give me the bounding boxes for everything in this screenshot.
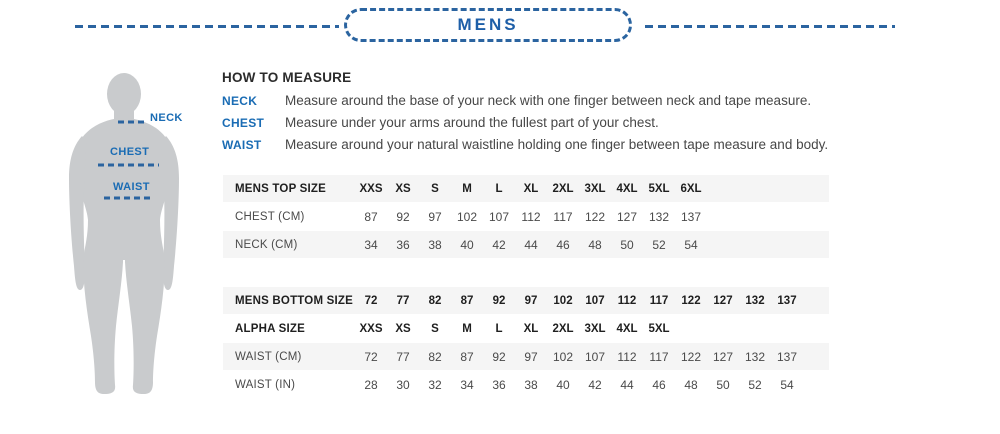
size-cell: 42 — [588, 377, 602, 392]
size-cell: 92 — [396, 209, 410, 224]
size-cell: 137 — [777, 294, 797, 307]
size-cell: 102 — [553, 294, 573, 307]
measure-label: NECK — [222, 94, 258, 108]
size-cell: 122 — [680, 349, 702, 364]
size-cell: 46 — [556, 237, 570, 252]
size-cell: 54 — [684, 237, 698, 252]
size-cell: XXS — [359, 322, 383, 335]
size-row-label: WAIST (CM) — [235, 350, 302, 363]
measure-instruction-waist — [222, 137, 922, 152]
size-cell: 77 — [396, 294, 410, 307]
mens-bottom-size-table — [223, 287, 829, 399]
size-cell: 3XL — [584, 182, 606, 195]
size-cell: XL — [523, 322, 539, 335]
male-silhouette-icon — [60, 60, 200, 396]
size-cell: 40 — [556, 377, 570, 392]
size-cell: S — [431, 182, 439, 195]
size-cell: 3XL — [584, 322, 606, 335]
size-cell: 4XL — [616, 322, 638, 335]
size-cell: 36 — [492, 377, 506, 392]
size-cell: 107 — [584, 349, 606, 364]
size-cell: 50 — [620, 237, 634, 252]
page-title: MENS — [457, 15, 519, 34]
size-cell: 137 — [776, 349, 798, 364]
size-cell: 112 — [617, 349, 637, 364]
size-cell: 28 — [364, 377, 378, 392]
size-cell: 132 — [648, 209, 670, 224]
header-dashed-line-right — [645, 25, 895, 28]
size-cell: 82 — [428, 349, 442, 364]
size-cell: 87 — [460, 349, 474, 364]
size-cell: XS — [395, 322, 411, 335]
size-cell: 87 — [364, 209, 378, 224]
size-cell: 46 — [652, 377, 666, 392]
size-cell: XS — [395, 182, 411, 195]
size-cell: 48 — [588, 237, 602, 252]
size-cell: L — [495, 182, 503, 195]
size-cell: 32 — [428, 377, 442, 392]
size-cell: 6XL — [680, 182, 702, 195]
measure-text: Measure under your arms around the fullest part of your chest. — [285, 115, 659, 130]
size-cell: 52 — [748, 377, 762, 392]
size-cell: 52 — [652, 237, 666, 252]
size-cell: 137 — [680, 209, 702, 224]
figure-chest-label: CHEST — [110, 146, 150, 158]
size-cell: 5XL — [648, 182, 670, 195]
size-cell: 77 — [396, 349, 410, 364]
size-cell: 97 — [524, 294, 538, 307]
measure-text: Measure around your natural waistline holding one finger between tape measure and body. — [285, 137, 829, 152]
size-cell: 117 — [553, 209, 573, 224]
size-row-label: ALPHA SIZE — [235, 322, 305, 335]
size-cell: 44 — [620, 377, 634, 392]
body-measurement-figure — [60, 60, 200, 396]
size-cell: 132 — [744, 349, 766, 364]
size-row-label: WAIST (IN) — [235, 378, 296, 391]
size-table-row — [223, 231, 829, 258]
size-cell: 107 — [488, 209, 510, 224]
size-table-row — [223, 343, 829, 370]
size-row-label: NECK (CM) — [235, 238, 298, 251]
size-cell: 34 — [460, 377, 474, 392]
size-cell: 38 — [524, 377, 538, 392]
size-cell: 36 — [396, 237, 410, 252]
size-row-label: MENS BOTTOM SIZE — [235, 294, 353, 307]
size-cell: 72 — [364, 294, 378, 307]
size-cell: 127 — [616, 209, 638, 224]
measure-instruction-chest — [222, 115, 922, 130]
size-cell: 48 — [684, 377, 698, 392]
size-cell: S — [431, 322, 439, 335]
measure-text: Measure around the base of your neck with one finger between neck and tape measure. — [285, 93, 812, 108]
size-cell: 38 — [428, 237, 442, 252]
size-table-row — [223, 175, 829, 202]
mens-top-size-table — [223, 175, 829, 259]
size-cell: 87 — [460, 294, 474, 307]
size-cell: 122 — [584, 209, 606, 224]
header-pill — [344, 8, 632, 42]
measure-instruction-neck — [222, 93, 922, 108]
size-cell: 4XL — [616, 182, 638, 195]
size-cell: 112 — [521, 209, 541, 224]
size-cell: XXS — [359, 182, 383, 195]
size-cell: 97 — [428, 209, 442, 224]
size-cell: 2XL — [552, 182, 574, 195]
size-cell: 127 — [712, 349, 734, 364]
size-cell: 2XL — [552, 322, 574, 335]
size-cell: M — [462, 182, 472, 195]
measure-label: WAIST — [222, 138, 262, 152]
size-cell: 102 — [456, 209, 478, 224]
size-cell: 50 — [716, 377, 730, 392]
size-cell: 54 — [780, 377, 794, 392]
size-cell: 122 — [681, 294, 701, 307]
size-cell: 5XL — [648, 322, 670, 335]
size-cell: 117 — [649, 349, 669, 364]
how-to-measure-title: HOW TO MEASURE — [222, 70, 352, 85]
header-dashed-line-left — [75, 25, 339, 28]
figure-waist-label: WAIST — [113, 181, 150, 193]
size-cell: 40 — [460, 237, 474, 252]
size-table-row — [223, 371, 829, 398]
size-cell: 107 — [585, 294, 605, 307]
size-cell: 34 — [364, 237, 378, 252]
size-table-row — [223, 315, 829, 342]
size-cell: XL — [523, 182, 539, 195]
size-cell: 112 — [617, 294, 637, 307]
size-table-row — [223, 203, 829, 230]
size-cell: 42 — [492, 237, 506, 252]
measure-label: CHEST — [222, 116, 265, 130]
figure-neck-label: NECK — [150, 112, 183, 124]
size-cell: 92 — [492, 349, 506, 364]
size-row-label: CHEST (CM) — [235, 210, 305, 223]
size-cell: 102 — [552, 349, 574, 364]
size-cell: 117 — [649, 294, 669, 307]
size-cell: M — [462, 322, 472, 335]
size-cell: L — [495, 322, 503, 335]
size-cell: 92 — [492, 294, 506, 307]
size-cell: 44 — [524, 237, 538, 252]
size-cell: 97 — [524, 349, 538, 364]
size-cell: 82 — [428, 294, 442, 307]
size-cell: 30 — [396, 377, 410, 392]
size-cell: 72 — [364, 349, 378, 364]
size-cell: 132 — [745, 294, 765, 307]
size-table-row — [223, 287, 829, 314]
size-row-label: MENS TOP SIZE — [235, 182, 327, 195]
size-cell: 127 — [713, 294, 733, 307]
